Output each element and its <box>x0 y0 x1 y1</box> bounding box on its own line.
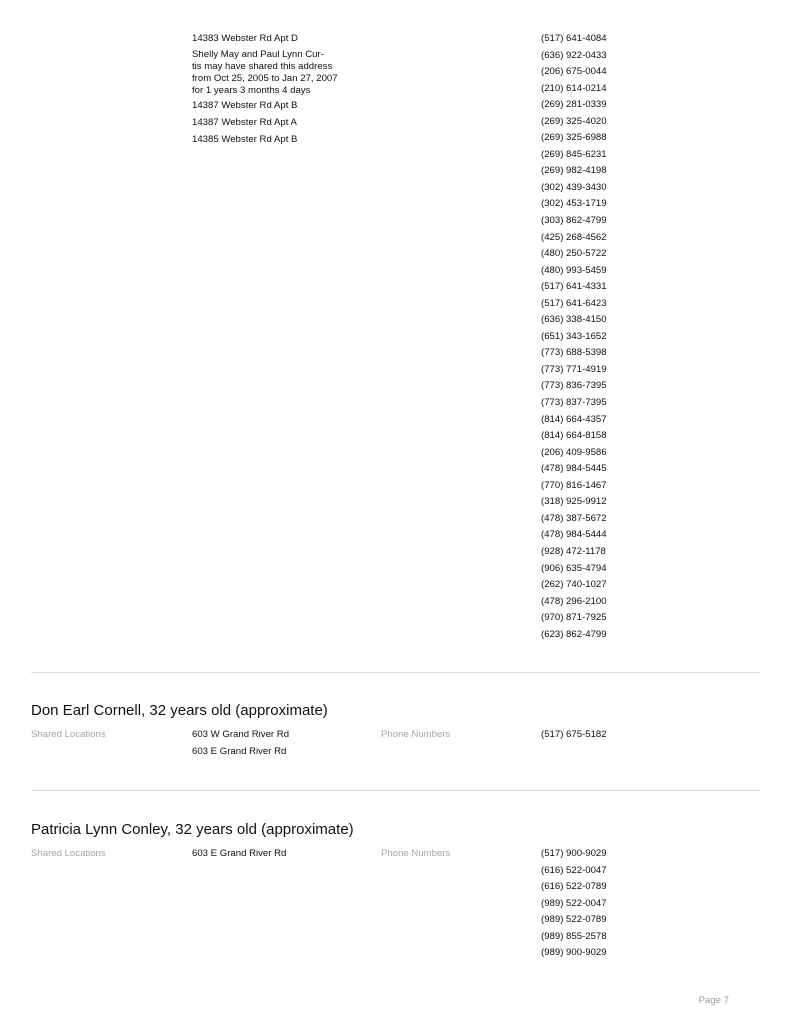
phone-number: (814) 664-4357 <box>541 413 607 425</box>
phone-number: (773) 688-5398 <box>541 347 607 359</box>
phone-number: (269) 845-6231 <box>541 148 607 160</box>
phone-number: (517) 641-4331 <box>541 281 607 293</box>
phone-number: (773) 771-4919 <box>541 363 607 375</box>
phone-number: (517) 641-4084 <box>541 33 607 44</box>
phone-numbers-label: Phone Numbers <box>381 729 451 740</box>
phone-number: (478) 296-2100 <box>541 595 607 607</box>
address-item: 603 E Grand River Rd <box>192 848 287 859</box>
shared-locations-label: Shared Locations <box>31 848 106 859</box>
phone-number: (206) 409-9586 <box>541 446 607 458</box>
address-item: 603 W Grand River Rd <box>192 729 290 740</box>
phone-number: (989) 522-0047 <box>541 897 607 909</box>
phone-number: (517) 675-5182 <box>541 729 607 740</box>
phone-list <box>541 729 607 746</box>
phone-number: (303) 862-4799 <box>541 215 607 227</box>
phone-number: (616) 522-0047 <box>541 864 607 876</box>
phone-number: (623) 862-4799 <box>541 628 607 640</box>
phone-number: (517) 900-9029 <box>541 848 607 859</box>
shared-note-line: for 1 years 3 months 4 days <box>192 85 311 96</box>
phone-number: (478) 387-5672 <box>541 512 607 524</box>
phone-number: (478) 984-5444 <box>541 529 607 541</box>
phone-number: (425) 268-4562 <box>541 231 607 243</box>
person-name-heading: Patricia Lynn Conley, 32 years old (approximate) <box>31 821 354 838</box>
phone-number: (210) 614-0214 <box>541 82 607 94</box>
phone-number: (814) 664-8158 <box>541 430 607 442</box>
shared-note-line: tis may have shared this address <box>192 61 333 72</box>
phone-number: (651) 343-1652 <box>541 330 607 342</box>
phone-number: (636) 922-0433 <box>541 49 607 61</box>
phone-number: (636) 338-4150 <box>541 314 607 326</box>
phone-number: (970) 871-7925 <box>541 612 607 624</box>
phone-number: (928) 472-1178 <box>541 545 606 557</box>
phone-number: (269) 982-4198 <box>541 165 607 177</box>
phone-number: (989) 522-0789 <box>541 914 607 926</box>
phone-number: (480) 250-5722 <box>541 248 607 260</box>
phone-number: (773) 836-7395 <box>541 380 607 392</box>
phone-number: (989) 855-2578 <box>541 930 607 942</box>
address-item: 14385 Webster Rd Apt B <box>192 134 298 145</box>
phone-number: (478) 984-5445 <box>541 463 607 475</box>
phone-number: (269) 325-6988 <box>541 132 607 144</box>
phone-number: (269) 325-4020 <box>541 115 607 127</box>
phone-number: (773) 837-7395 <box>541 397 607 409</box>
phone-number: (269) 281-0339 <box>541 99 607 111</box>
shared-note-line: from Oct 25, 2005 to Jan 27, 2007 <box>192 73 338 84</box>
address-item: 603 E Grand River Rd <box>192 746 287 757</box>
phone-numbers-label: Phone Numbers <box>381 848 451 859</box>
section-divider <box>31 672 760 673</box>
address-item: 14387 Webster Rd Apt B <box>192 100 298 111</box>
shared-address-note <box>192 49 362 97</box>
address-item: 14387 Webster Rd Apt A <box>192 117 297 128</box>
phone-number: (262) 740-1027 <box>541 579 607 591</box>
section-divider <box>31 790 760 791</box>
phone-number: (302) 453-1719 <box>541 198 607 210</box>
person-name-heading: Don Earl Cornell, 32 years old (approximate) <box>31 702 328 719</box>
shared-note-line: Shelly May and Paul Lynn Cur- <box>192 49 324 60</box>
phone-number: (206) 675-0044 <box>541 66 607 78</box>
phone-number: (318) 925-9912 <box>541 496 607 508</box>
phone-number: (517) 641-6423 <box>541 297 607 309</box>
phone-list <box>541 848 607 964</box>
phone-number: (770) 816-1467 <box>541 479 607 491</box>
phone-number: (302) 439-3430 <box>541 181 607 193</box>
shared-locations-label: Shared Locations <box>31 729 106 740</box>
address-item: 14383 Webster Rd Apt D <box>192 33 298 44</box>
phone-number: (989) 900-9029 <box>541 947 607 959</box>
page-number: Page 7 <box>698 995 729 1006</box>
phone-number: (906) 635-4794 <box>541 562 607 574</box>
phone-number: (480) 993-5459 <box>541 264 607 276</box>
phone-number: (616) 522-0789 <box>541 881 607 893</box>
phone-list <box>541 33 607 645</box>
